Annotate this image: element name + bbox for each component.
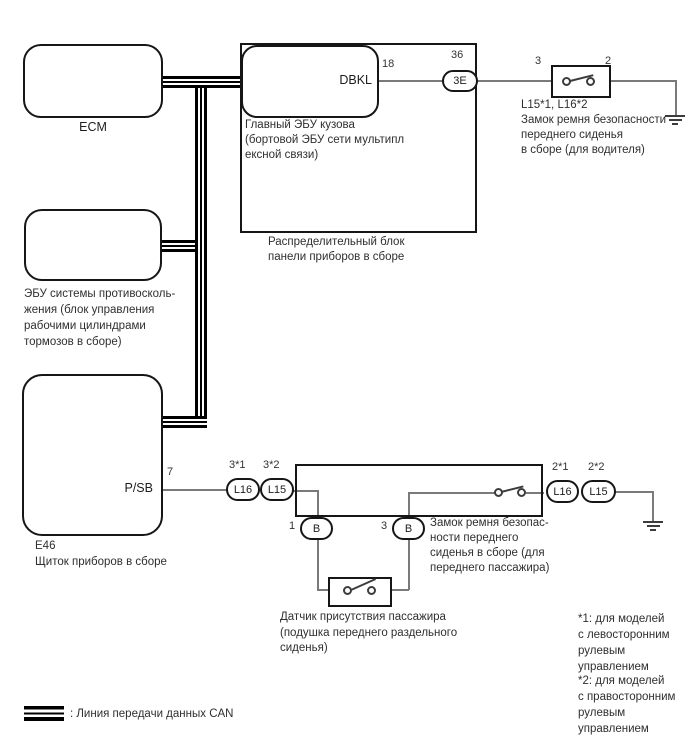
- pin-36-label: 36: [451, 49, 464, 61]
- occupant-sensor-contact-right: [367, 586, 376, 595]
- driver-buckle-caption: L15*1, L16*2 Замок ремня безопасности переднего сиденья в сборе (для водителя): [521, 99, 667, 156]
- main-body-ecu-terminal-label: DBKL: [339, 73, 372, 87]
- occupant-sensor-contact-left: [343, 586, 352, 595]
- can-bus-trunk-line: [195, 80, 207, 428]
- wire-sensor-to-b3-h: [391, 589, 409, 591]
- can-bus-ecm-segment: [163, 76, 241, 88]
- right-connector-pin1-label: 2*1: [552, 461, 569, 473]
- wire-sensor-to-b3-v: [408, 539, 410, 590]
- right-connector-pin2-label: 2*2: [588, 461, 605, 473]
- passenger-buckle-caption: Замок ремня безопас- ности переднего сиденья в сборе (для переднего пассажира): [430, 517, 550, 574]
- connector-l15-left: L15: [260, 478, 294, 501]
- occupant-sensor-caption: Датчик присутствия пассажира (подушка переднего раздельного сиденья): [280, 611, 458, 654]
- passenger-switch-contact-left: [494, 488, 503, 497]
- passenger-switch-contact-right: [517, 488, 526, 497]
- driver-buckle-pin-3: 3: [535, 55, 542, 67]
- pin-7-label: 7: [167, 466, 174, 478]
- skid-control-ecu-caption: ЭБУ системы противосколь- жения (блок управления рабочими цилиндрами тормозов в сборе): [24, 288, 176, 348]
- footnote-lhd: *1: для моделей с левосторонним рулевым управлением: [578, 613, 670, 673]
- connector-b3: B: [392, 517, 425, 540]
- left-connector-pin1-label: 3*1: [229, 459, 246, 471]
- combination-meter-box: [22, 374, 163, 536]
- connector-l16-right: L16: [546, 480, 579, 503]
- driver-buckle-pin-2: 2: [605, 55, 612, 67]
- ecm-box: [23, 44, 163, 118]
- connector-l16-left: L16: [226, 478, 260, 501]
- junction-block-caption: Распределительный блок панели приборов в сборе: [268, 236, 405, 263]
- pin-18-label: 18: [382, 58, 395, 70]
- connector-b1: B: [300, 517, 333, 540]
- combination-meter-code: E46: [35, 540, 56, 552]
- combination-meter-terminal-label: P/SB: [124, 481, 153, 495]
- footnote-rhd: *2: для моделей с правосторонним рулевым управлением: [578, 675, 676, 735]
- occupant-sensor-box: [328, 577, 392, 607]
- wire-psb-to-l16: [162, 489, 227, 491]
- combination-meter-caption: E46 Щиток приборов в сборе: [35, 540, 167, 568]
- driver-switch-contact-right: [586, 77, 595, 86]
- wire-driver-ground-drop: [675, 80, 677, 115]
- passenger-pin-1-label: 1: [289, 520, 296, 532]
- driver-switch-contact-left: [562, 77, 571, 86]
- can-bus-meter-branch: [163, 416, 207, 428]
- passenger-ground-icon: [642, 521, 664, 531]
- driver-buckle-box: [551, 65, 611, 98]
- can-line-legend-sample: [24, 706, 64, 721]
- connector-3e: 3E: [442, 70, 478, 92]
- wire-3e-to-driver-buckle: [477, 80, 551, 82]
- connector-l15-right: L15: [581, 480, 616, 503]
- skid-control-ecu-box: [24, 209, 162, 281]
- left-connector-pin2-label: 3*2: [263, 459, 280, 471]
- driver-ground-icon: [664, 115, 686, 125]
- passenger-pin-3-label: 3: [381, 520, 388, 532]
- ecm-label: ECM: [79, 120, 107, 134]
- wire-l15-to-ground: [615, 491, 654, 493]
- can-line-legend-label: : Линия передачи данных CAN: [70, 708, 234, 720]
- driver-buckle-connector-note: L15*1, L16*2: [521, 99, 588, 111]
- wire-passenger-ground-drop: [652, 491, 654, 521]
- wire-b1-to-sensor-v: [317, 539, 319, 590]
- can-bus-skid-branch: [162, 240, 195, 252]
- main-body-ecu-caption: Главный ЭБУ кузова (бортовой ЭБУ сети мультипл ексной связи): [245, 119, 405, 161]
- wire-driver-buckle-to-ground: [610, 80, 676, 82]
